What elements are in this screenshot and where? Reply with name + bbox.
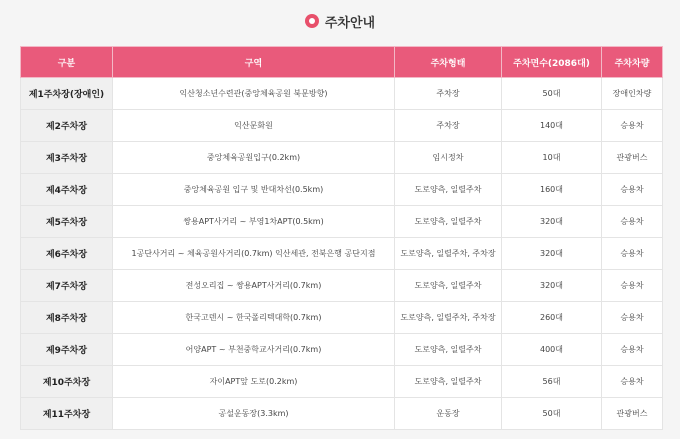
row-vehicle: 승용차	[602, 206, 663, 238]
row-area: 어양APT ~ 부천중학교사거리(0.7km)	[113, 334, 395, 366]
header-area: 구역	[113, 47, 395, 78]
row-vehicle: 승용차	[602, 334, 663, 366]
table-row	[21, 206, 663, 238]
row-area: 자이APT앞 도로(0.2km)	[113, 366, 395, 398]
row-type: 운동장	[395, 398, 502, 430]
row-vehicle: 관광버스	[602, 142, 663, 174]
row-name: 제2주차장	[21, 110, 113, 142]
table-row	[21, 142, 663, 174]
table-header-row	[21, 47, 663, 78]
row-name: 제3주차장	[21, 142, 113, 174]
row-count: 400대	[502, 334, 602, 366]
row-type: 도로양측, 일렬주차	[395, 334, 502, 366]
row-area: 중앙체육공원 입구 및 반대차선(0.5km)	[113, 174, 395, 206]
table-row	[21, 238, 663, 270]
row-name: 제4주차장	[21, 174, 113, 206]
table-row	[21, 398, 663, 430]
row-count: 140대	[502, 110, 602, 142]
table-row	[21, 78, 663, 110]
flower-icon	[305, 14, 319, 28]
row-name: 제7주차장	[21, 270, 113, 302]
row-count: 10대	[502, 142, 602, 174]
row-vehicle: 승용차	[602, 302, 663, 334]
table-row	[21, 334, 663, 366]
row-name: 제10주차장	[21, 366, 113, 398]
table-row	[21, 366, 663, 398]
row-count: 260대	[502, 302, 602, 334]
table-row	[21, 270, 663, 302]
parking-table	[20, 46, 663, 430]
row-area: 쌍용APT사거리 ~ 부영1차APT(0.5km)	[113, 206, 395, 238]
row-type: 도로양측, 일렬주차	[395, 366, 502, 398]
row-type: 도로양측, 일렬주차, 주차장	[395, 302, 502, 334]
row-name: 제9주차장	[21, 334, 113, 366]
header-count: 주차면수(2086대)	[502, 47, 602, 78]
row-count: 320대	[502, 206, 602, 238]
row-type: 도로양측, 일렬주차	[395, 174, 502, 206]
row-vehicle: 승용차	[602, 174, 663, 206]
row-name: 제8주차장	[21, 302, 113, 334]
row-count: 320대	[502, 270, 602, 302]
header-type: 주차형태	[395, 47, 502, 78]
row-area: 한국고덴시 ~ 한국폴리텍대학(0.7km)	[113, 302, 395, 334]
row-area: 익산청소년수련관(중앙체육공원 북문방향)	[113, 78, 395, 110]
page-title: 주차안내	[324, 15, 376, 31]
row-count: 50대	[502, 398, 602, 430]
row-vehicle: 승용차	[602, 270, 663, 302]
row-area: 1공단사거리 ~ 체육공원사거리(0.7km) 익산세관, 전북은행 공단지점	[113, 238, 395, 270]
row-type: 주차장	[395, 110, 502, 142]
row-vehicle: 승용차	[602, 366, 663, 398]
row-name: 제5주차장	[21, 206, 113, 238]
table-row	[21, 302, 663, 334]
row-area: 중앙체육공원입구(0.2km)	[113, 142, 395, 174]
header-vehicle: 주차차량	[602, 47, 663, 78]
row-name: 제11주차장	[21, 398, 113, 430]
row-vehicle: 승용차	[602, 238, 663, 270]
row-vehicle: 관광버스	[602, 398, 663, 430]
row-vehicle: 장애인차량	[602, 78, 663, 110]
row-count: 320대	[502, 238, 602, 270]
row-type: 임시정차	[395, 142, 502, 174]
row-type: 도로양측, 일렬주차	[395, 206, 502, 238]
row-area: 익산문화원	[113, 110, 395, 142]
row-count: 56대	[502, 366, 602, 398]
row-count: 50대	[502, 78, 602, 110]
page-header	[0, 0, 680, 42]
row-area: 공설운동장(3.3km)	[113, 398, 395, 430]
table-row	[21, 174, 663, 206]
row-type: 도로양측, 일렬주차, 주차장	[395, 238, 502, 270]
row-vehicle: 승용차	[602, 110, 663, 142]
row-type: 도로양측, 일렬주차	[395, 270, 502, 302]
row-count: 160대	[502, 174, 602, 206]
header-category: 구분	[21, 47, 113, 78]
row-area: 전성오리집 ~ 쌍용APT사거리(0.7km)	[113, 270, 395, 302]
row-name: 제1주차장(장애인)	[21, 78, 113, 110]
table-row	[21, 110, 663, 142]
row-name: 제6주차장	[21, 238, 113, 270]
row-type: 주차장	[395, 78, 502, 110]
